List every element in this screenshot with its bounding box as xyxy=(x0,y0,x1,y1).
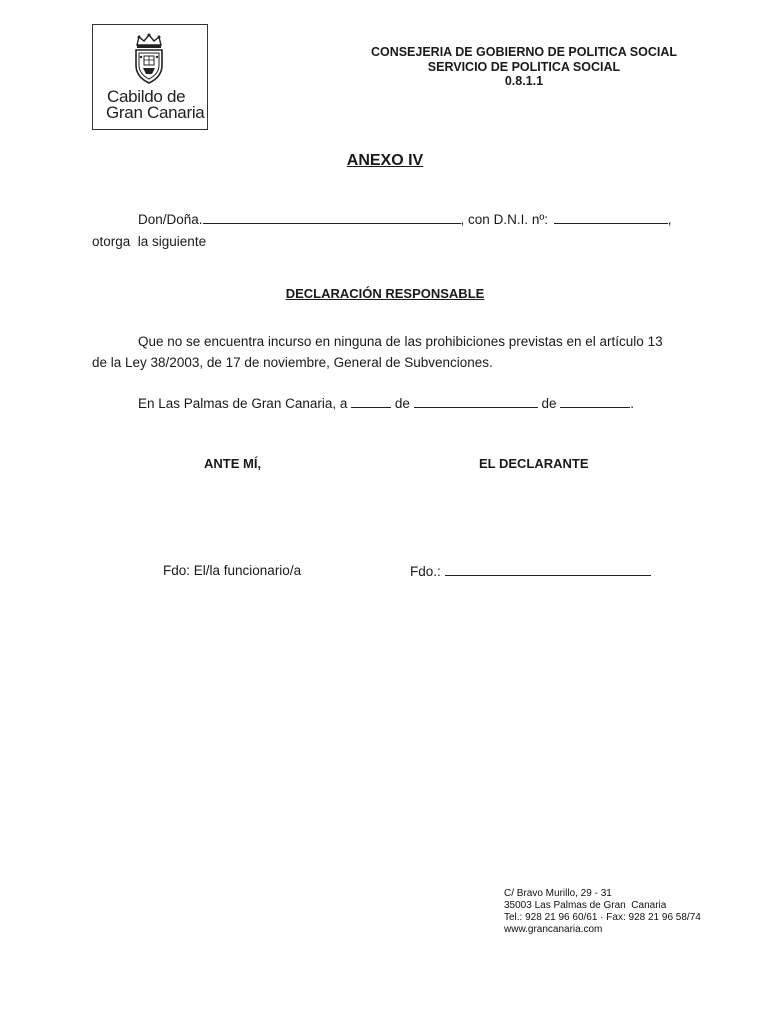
dni-label: , con D.N.I. nº: xyxy=(460,212,549,227)
footer-address: C/ Bravo Murillo, 29 - 31 xyxy=(504,888,612,899)
logo-line-2: Gran Canaria xyxy=(106,103,205,122)
left-signature-line: Fdo: El/la funcionario/a xyxy=(163,563,302,578)
header-line-1: CONSEJERIA DE GOBIERNO DE POLITICA SOCIAL xyxy=(370,45,677,59)
dni-blank-field[interactable] xyxy=(554,211,668,224)
footer-city: 35003 Las Palmas de Gran Canaria xyxy=(504,900,667,911)
place-prefix: En Las Palmas de Gran Canaria, a xyxy=(138,396,348,411)
header-line-2: SERVICIO DE POLITICA SOCIAL xyxy=(427,59,621,74)
name-blank-field[interactable] xyxy=(203,211,461,224)
header-code: 0.8.1.1 xyxy=(504,74,544,88)
footer-contact xyxy=(504,888,701,936)
logo-text xyxy=(107,89,204,121)
right-signature-heading: EL DECLARANTE xyxy=(479,456,589,471)
document-header xyxy=(371,45,677,89)
de-label-1: de xyxy=(394,396,410,411)
declaration-line-1: Que no se encuentra incurso en ninguna de las prohibiciones previstas en el artículo 13 xyxy=(138,334,663,349)
de-label-2: de xyxy=(541,396,557,411)
right-signature-line xyxy=(410,563,651,579)
footer-phone: Tel.: 928 21 96 60/61 · Fax: 928 21 96 58/74 xyxy=(504,912,701,923)
cabildo-logo xyxy=(92,24,208,130)
intro-line-1 xyxy=(138,211,672,227)
coat-of-arms-icon xyxy=(129,33,169,85)
day-blank-field[interactable] xyxy=(351,395,391,408)
section-subtitle: DECLARACIÓN RESPONSABLE xyxy=(285,286,485,301)
fdo-label: Fdo.: xyxy=(410,564,441,579)
don-label: Don/Doña. xyxy=(138,212,203,227)
logo-line-1: Cabildo de xyxy=(107,87,186,106)
date-end: . xyxy=(630,396,635,411)
page-title: ANEXO IV xyxy=(346,152,424,169)
signature-blank-field[interactable] xyxy=(445,563,651,576)
intro-line-2: otorga la siguiente xyxy=(92,234,207,249)
left-signature-heading: ANTE MÍ, xyxy=(204,456,262,471)
declaration-line-2: de la Ley 38/2003, de 17 de noviembre, General de Subvenciones. xyxy=(92,355,493,370)
month-blank-field[interactable] xyxy=(414,395,538,408)
year-blank-field[interactable] xyxy=(560,395,630,408)
place-date-line xyxy=(138,395,634,411)
end-comma: , xyxy=(667,212,672,227)
footer-web[interactable]: www.grancanaria.com xyxy=(504,924,603,935)
